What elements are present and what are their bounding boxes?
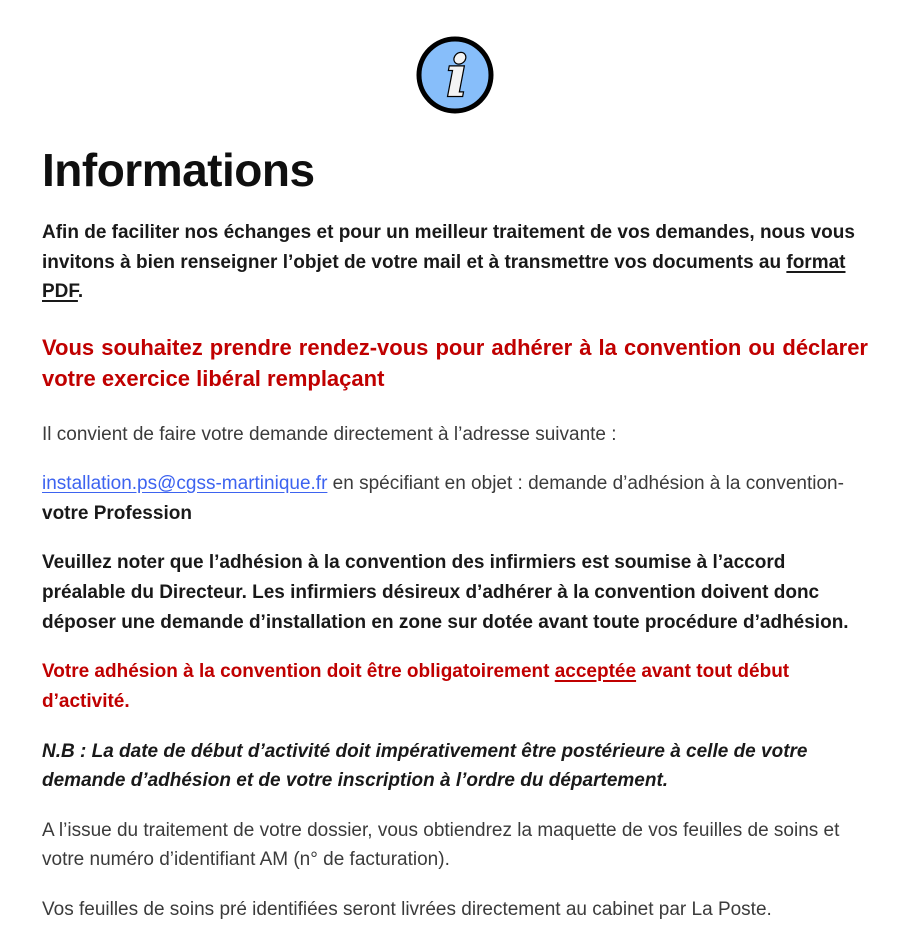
address-intro-paragraph: Il convient de faire votre demande directement à l’adresse suivante :: [42, 423, 617, 445]
red-heading: Vous souhaitez prendre rendez-vous pour adhérer à la convention ou déclarer votre exercice libéral remplaçant: [42, 335, 868, 392]
delivery-paragraph: Vos feuilles de soins pré identifiées seront livrées directement au cabinet par La Poste.: [42, 899, 772, 921]
nb-paragraph: N.B : La date de début d’activité doit impérativement être postérieure à celle de votre demande d’adhésion et de votre inscription à l’ordre du département.: [42, 740, 808, 792]
acceptee-underlined: acceptée: [554, 661, 637, 683]
email-after-text: en spécifiant en objet : demande d’adhésion à la convention-: [327, 473, 844, 495]
info-icon-container: [42, 36, 868, 119]
red-note-paragraph: [42, 657, 868, 716]
red-note-after: avant tout début d’activité.: [42, 661, 790, 712]
info-icon-glyph: i: [446, 44, 468, 110]
format-pdf-underlined: format PDF: [42, 251, 846, 303]
email-link[interactable]: installation.ps@cgss-martinique.fr: [42, 473, 328, 495]
email-bold-text: votre Profession: [42, 502, 192, 524]
outcome-paragraph: A l’issue du traitement de votre dossier, vous obtiendrez la maquette de vos feuilles de soins et votre numéro d’identifiant AM (n° de facturation).: [42, 819, 840, 871]
email-paragraph: [42, 469, 868, 528]
page-title: Informations: [42, 144, 315, 196]
info-icon: [416, 36, 494, 114]
red-note-before: Votre adhésion à la convention doit être obligatoirement: [42, 661, 555, 683]
intro-text: Afin de faciliter nos échanges et pour un meilleur traitement de vos demandes, nous vous invitons à bien renseigner l’objet de votre mail et à transmettre vos documents au: [42, 222, 855, 273]
intro-paragraph: [42, 218, 868, 307]
infirmiers-note-paragraph: Veuillez noter que l’adhésion à la convention des infirmiers est soumise à l’accord préalable du Directeur. Les infirmiers désireux d’adhérer à la convention doivent donc déposer une demande d’installation en zone sur dotée avant toute procédure d’adhésion.: [42, 552, 849, 633]
intro-period: .: [77, 281, 84, 303]
